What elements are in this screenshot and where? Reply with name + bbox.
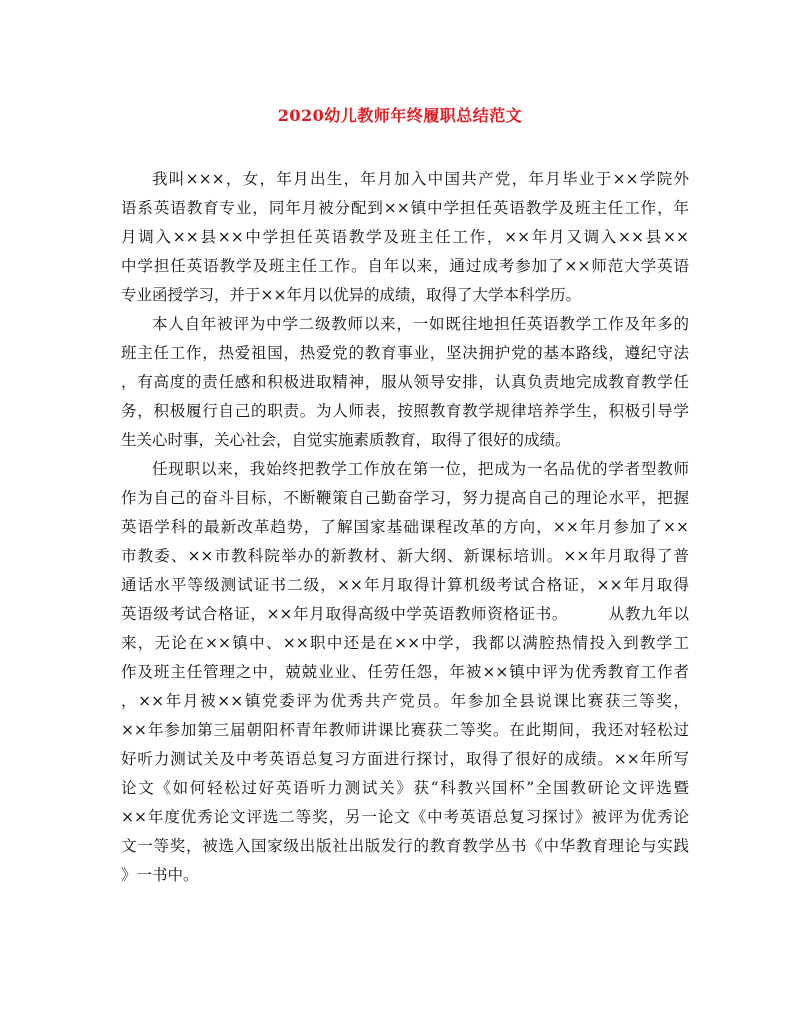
paragraph-line: 生关心时事，关心社会，自觉实施素质教育，取得了很好的成绩。 bbox=[121, 431, 571, 449]
paragraph-line: 任现职以来，我始终把教学工作放在第一位，把成为一名品优的学者型教师 bbox=[152, 460, 689, 478]
paragraph-line: 作及班主任管理之中，兢兢业业、任劳任怨，年被××镇中评为优秀教育工作者 bbox=[121, 663, 689, 681]
paragraph-line: ××年度优秀论文评选二等奖，另一论文《中考英语总复习探讨》被评为优秀论 bbox=[121, 808, 689, 826]
paragraph-line: ，××年月被××镇党委评为优秀共产党员。年参加全县说课比赛获三等奖， bbox=[121, 692, 689, 710]
paragraph-line: 语系英语教育专业，同年月被分配到××镇中学担任英语教学及班主任工作，年 bbox=[121, 199, 689, 217]
paragraph-line: 务，积极履行自己的职责。为人师表，按照教育教学规律培养学生，积极引导学 bbox=[121, 402, 689, 420]
paragraph-line: 通话水平等级测试证书二级，××年月取得计算机级考试合格证，××年月取得 bbox=[121, 576, 689, 594]
paragraph-line: ，有高度的责任感和积极进取精神，服从领导安排，认真负责地完成教育教学任 bbox=[121, 373, 689, 391]
paragraph-line: 来，无论在××镇中、××职中还是在××中学，我都以满腔热情投入到教学工 bbox=[121, 634, 689, 652]
paragraph-line: 市教委、××市教科院举办的新教材、新大纲、新课标培训。××年月取得了普 bbox=[121, 547, 689, 565]
paragraph-line: 中学担任英语教学及班主任工作。自年以来，通过成考参加了××师范大学英语 bbox=[121, 257, 689, 275]
paragraph-line: 本人自年被评为中学二级教师以来，一如既往地担任英语教学工作及年多的 bbox=[152, 315, 689, 333]
paragraph-line: ××年参加第三届朝阳杯青年教师讲课比赛获二等奖。在此期间，我还对轻松过 bbox=[121, 721, 689, 739]
paragraph-line: 好听力测试关及中考英语总复习方面进行探讨，取得了很好的成绩。××年所写 bbox=[121, 750, 689, 768]
document-body bbox=[121, 165, 689, 890]
paragraph-line: 我叫×××，女，年月出生，年月加入中国共产党，年月毕业于××学院外 bbox=[152, 170, 689, 188]
paragraph-line: 班主任工作，热爱祖国，热爱党的教育事业，坚决拥护党的基本路线，遵纪守法 bbox=[121, 344, 689, 362]
paragraph-line: 作为自己的奋斗目标，不断鞭策自己勤奋学习，努力提高自己的理论水平，把握 bbox=[121, 489, 689, 507]
paragraph-line: 》一书中。 bbox=[121, 866, 199, 884]
document-title: 2020幼儿教师年终履职总结范文 bbox=[277, 106, 523, 125]
paragraph-line: 论文《如何轻松过好英语听力测试关》获“科教兴国杯”全国教研论文评选暨 bbox=[121, 779, 689, 797]
paragraph-line: 文一等奖，被选入国家级出版社出版发行的教育教学丛书《中华教育理论与实践 bbox=[121, 837, 689, 855]
paragraph-line: 月调入××县××中学担任英语教学及班主任工作，××年月又调入××县×× bbox=[121, 228, 689, 246]
paragraph-line: 英语级考试合格证，××年月取得高级中学英语教师资格证书。 从教九年以 bbox=[121, 605, 689, 623]
paragraph-line: 专业函授学习，并于××年月以优异的成绩，取得了大学本科学历。 bbox=[121, 286, 581, 304]
paragraph-line: 英语学科的最新改革趋势，了解国家基础课程改革的方向，××年月参加了×× bbox=[121, 518, 689, 536]
